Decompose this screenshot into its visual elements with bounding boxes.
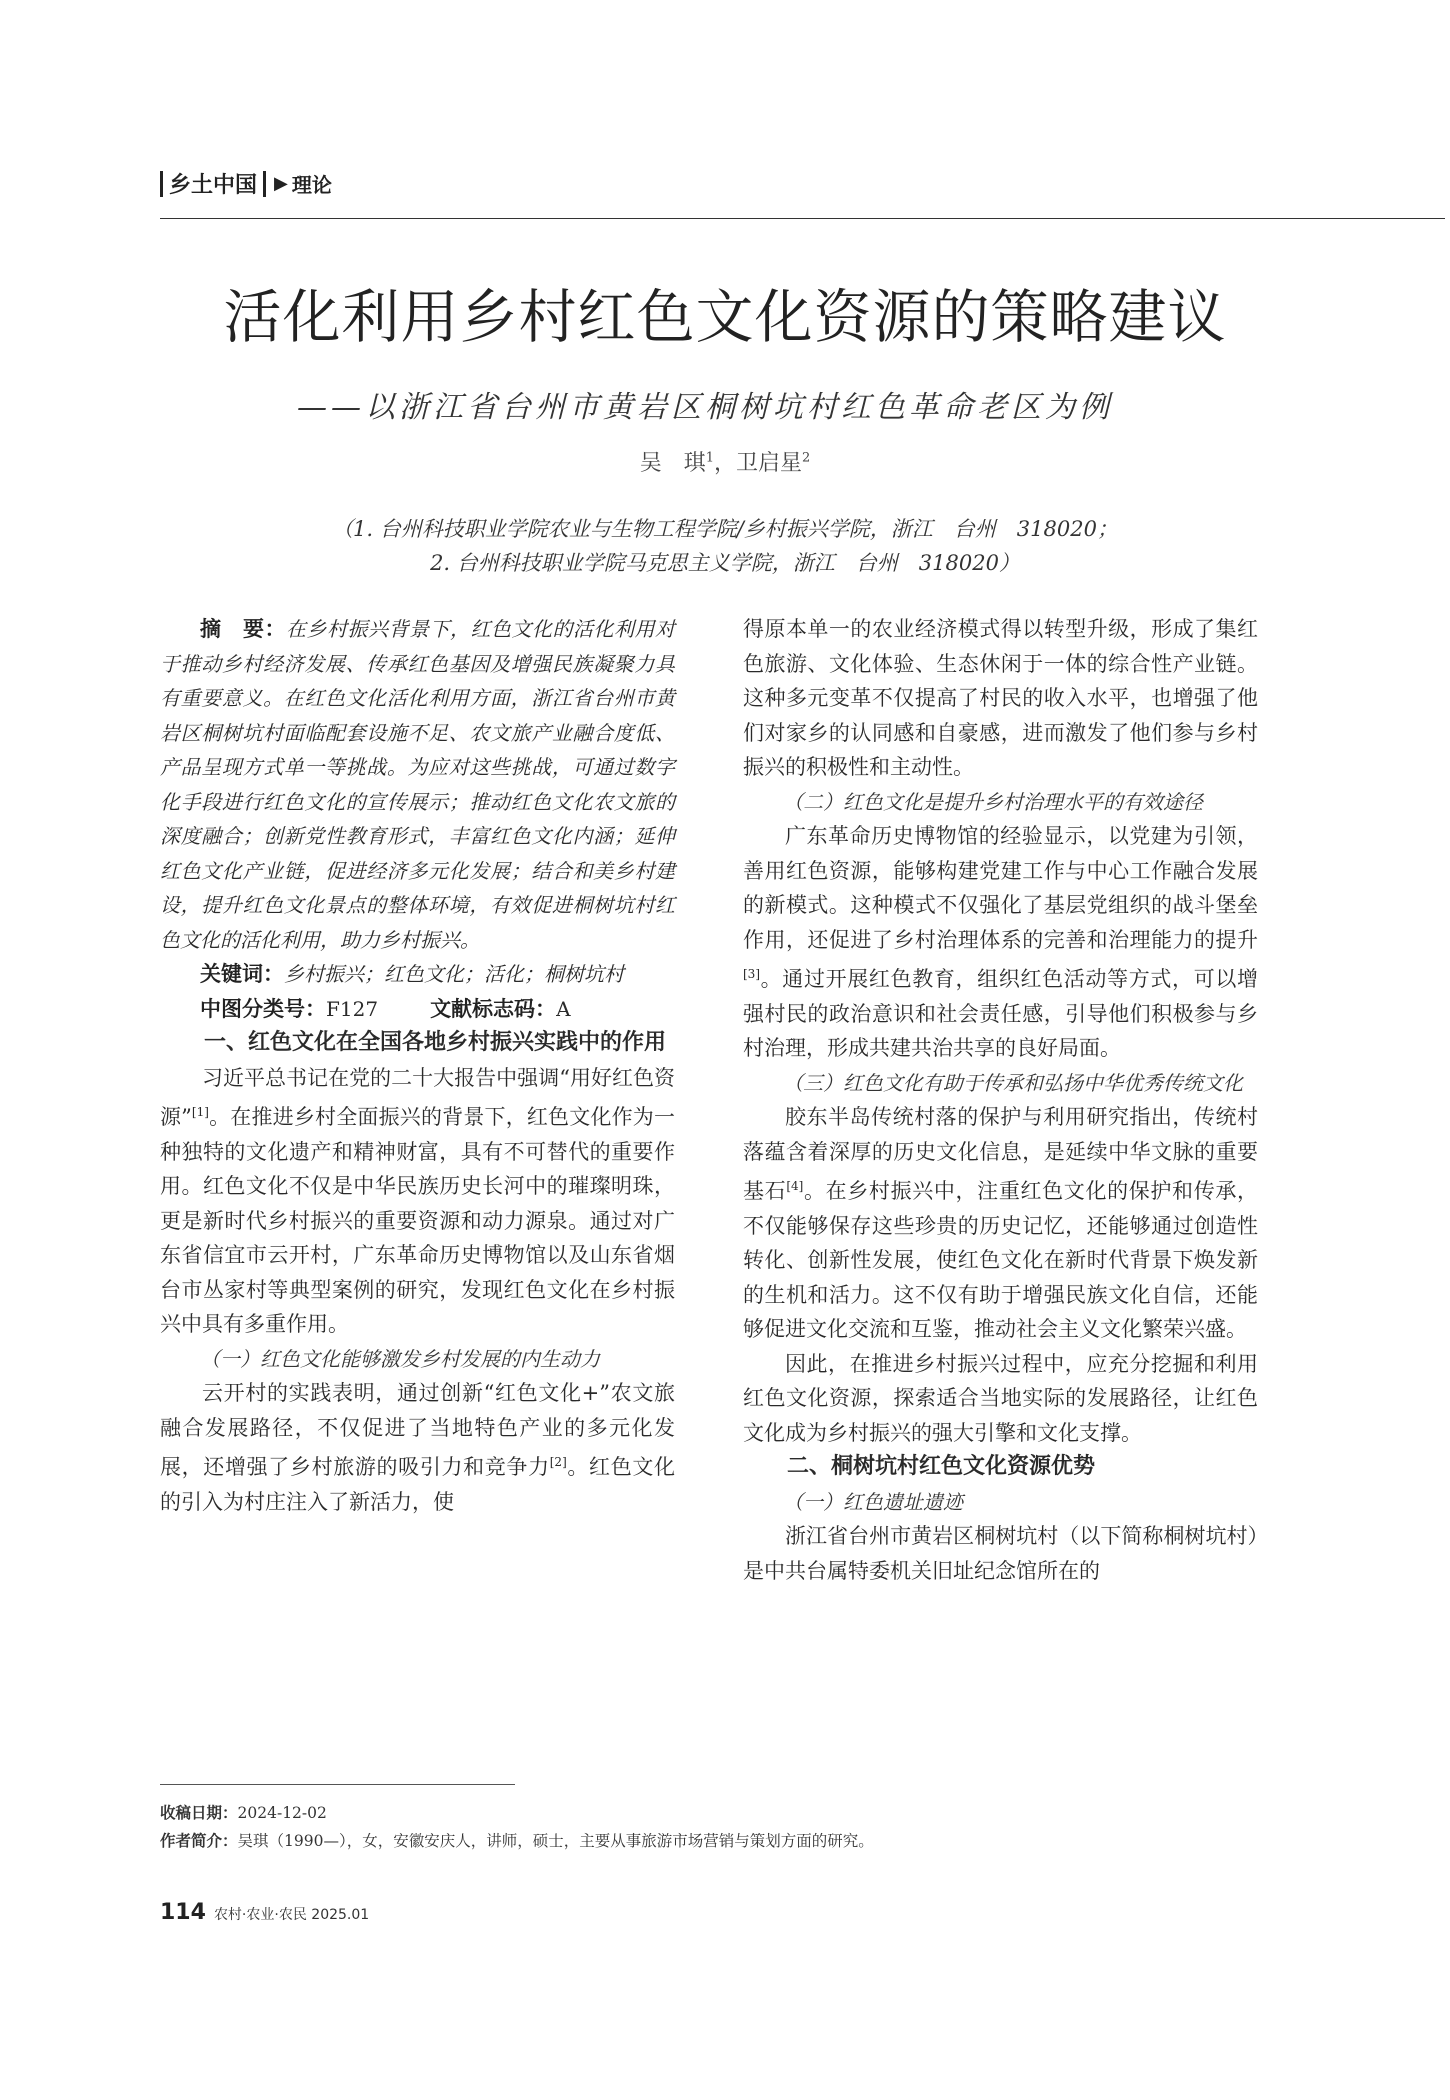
paragraph-4 <box>743 1100 1258 1347</box>
paragraph-3 <box>743 819 1258 1066</box>
journal-issue: 农村·农业·农民 2025.01 <box>213 1907 370 1923</box>
citation-2: [2] <box>549 1455 567 1469</box>
section-name: 理论 <box>291 173 332 197</box>
paragraph-2-text-a: 云开村的实践表明，通过创新“红色文化+”农文旅融合发展路径，不仅促进了当地特色产业的多元化发展，还增强了乡村旅游的吸引力和竞争力 <box>160 1381 675 1479</box>
author-line <box>0 446 1450 477</box>
abstract-text: 在乡村振兴背景下，红色文化的活化利用对于推动乡村经济发展、传承红色基因及增强民族凝聚力具有重要意义。在红色文化活化利用方面，浙江省台州市黄岩区桐树坑村面临配套设施不足、农文旅产业融合度低、产品呈现方式单一等挑战。为应对这些挑战，可通过数字化手段进行红色文化的宣传展示；推动红色文化农文旅的深度融合；创新党性教育形式，丰富红色文化内涵；延伸红色文化产业链，促进经济多元化发展；结合和美乡村建设，提升红色文化景点的整体环境，有效促进桐树坑村红色文化的活化利用，助力乡村振兴。 <box>160 617 675 952</box>
doc-code-value: A <box>556 996 571 1021</box>
paragraph-1-text-a: 习近平总书记在党的二十大报告中强调“用好红色资源” <box>160 1065 675 1129</box>
paper-title: 活化利用乡村红色文化资源的策略建议 <box>223 283 1227 351</box>
keywords <box>160 957 675 992</box>
author-1-affil: 1 <box>705 450 714 466</box>
journal-header <box>160 168 332 199</box>
subheading-2: （二）红色文化是提升乡村治理水平的有效途径 <box>783 789 1203 814</box>
received-label: 收稿日期： <box>160 1804 238 1822</box>
citation-4: [4] <box>786 1179 804 1193</box>
citation-3: [3] <box>743 967 760 981</box>
paragraph-continued: 得原本单一的农业经济模式得以转型升级，形成了集红色旅游、文化体验、生态休闲于一体的综合性产业链。这种多元变革不仅提高了村民的收入水平，也增强了他们对家乡的认同感和自豪感，进而激发了他们参与乡村振兴的积极性和主动性。 <box>743 617 1258 779</box>
affiliation-2: 2. 台州科技职业学院马克思主义学院，浙江 台州 318020） <box>430 551 1020 575</box>
received-value: 2024-12-02 <box>237 1804 327 1822</box>
paragraph-1 <box>160 1061 675 1342</box>
header-bar <box>160 171 163 197</box>
paragraph-2-text-b: 。红色文化的引入为村庄注入了新活力，使 <box>160 1455 676 1514</box>
subheading-1: （一）红色文化能够激发乡村发展的内生动力 <box>200 1346 600 1371</box>
keywords-label: 关键词： <box>200 962 284 986</box>
keywords-text: 乡村振兴；红色文化；活化；桐树坑村 <box>284 962 624 986</box>
affiliations <box>0 512 1450 580</box>
header-divider <box>263 171 266 197</box>
paragraph-4-text-a: 胶东半岛传统村落的保护与利用研究指出，传统村落蕴含着深厚的历史文化信息，是延续中华文脉的重要基石 <box>743 1105 1258 1203</box>
section-heading-1: 一、红色文化在全国各地乡村振兴实践中的作用 <box>204 1030 667 1055</box>
right-column <box>743 612 1258 1588</box>
page-footer <box>160 1900 369 1925</box>
abstract <box>160 612 675 957</box>
paragraph-3-text-b: 。通过开展红色教育，组织红色活动等方式，可以增强村民的政治意识和社会责任感，引导他们积极参与乡村治理，形成共建共治共享的良好局面。 <box>743 967 1258 1060</box>
abstract-label: 摘 要： <box>200 617 286 641</box>
author-2: 卫启星 <box>736 451 803 476</box>
classification <box>160 992 675 1027</box>
paragraph-3-text-a: 广东革命历史博物馆的经验显示，以党建为引领，善用红色资源，能够构建党建工作与中心工作融合发展的新模式。这种模式不仅强化了基层党组织的战斗堡垒作用，还促进了乡村治理体系的完善和治理能力的提升 <box>743 824 1258 952</box>
author-1: 吴 琪 <box>639 451 706 476</box>
received-date <box>160 1800 1360 1826</box>
play-arrow-icon: ▶ <box>274 173 288 194</box>
doc-code-label: 文献标志码： <box>430 996 557 1021</box>
footnote-rule <box>160 1784 515 1785</box>
clc-label: 中图分类号： <box>200 996 326 1021</box>
paragraph-1-text-b: 。在推进乡村全面振兴的背景下，红色文化作为一种独特的文化遗产和精神财富，具有不可替代的重要作用。红色文化不仅是中华民族历史长河中的璀璨明珠，更是新时代乡村振兴的重要资源和动力源泉。通过对广东省信宜市云开村，广东革命历史博物馆以及山东省烟台市丛家村等典型案例的研究，发现红色文化在乡村振兴中具有多重作用。 <box>160 1105 675 1336</box>
citation-1: [1] <box>191 1105 209 1119</box>
paper-subtitle: ——以浙江省台州市黄岩区桐树坑村红色革命老区为例 <box>297 390 1113 425</box>
paragraph-4-text-b: 。在乡村振兴中，注重红色文化的保护和传承，不仅能够保存这些珍贵的历史记忆，还能够通过创造性转化、创新性发展，使红色文化在新时代背景下焕发新的生机和活力。这不仅有助于增强民族文化自信，还能够促进文化交流和互鉴，推动社会主义文化繁荣兴盛。 <box>743 1179 1259 1341</box>
paragraph-6: 浙江省台州市黄岩区桐树坑村（以下简称桐树坑村）是中共台属特委机关旧址纪念馆所在的 <box>743 1524 1258 1583</box>
affiliation-1: （1. 台州科技职业学院农业与生物工程学院/乡村振兴学院，浙江 台州 318020； <box>332 517 1118 541</box>
author-bio-label: 作者简介： <box>160 1832 238 1850</box>
subheading-4: （一）红色遗址遗迹 <box>783 1489 963 1514</box>
page-number: 114 <box>160 1900 206 1925</box>
paragraph-5: 因此，在推进乡村振兴过程中，应充分挖掘和利用红色文化资源，探索适合当地实际的发展路径，让红色文化成为乡村振兴的强大引擎和文化支撑。 <box>743 1351 1258 1445</box>
left-column <box>160 612 675 1519</box>
author-bio-text: 吴琪（1990—），女，安徽安庆人，讲师，硕士，主要从事旅游市场营销与策划方面的研究。 <box>237 1832 874 1850</box>
column-name: 乡土中国 <box>169 173 258 198</box>
subheading-3: （三）红色文化有助于传承和弘扬中华优秀传统文化 <box>783 1070 1243 1095</box>
author-bio <box>160 1828 1360 1854</box>
clc-value: F127 <box>326 996 379 1021</box>
section-heading-2: 二、桐树坑村红色文化资源优势 <box>787 1454 1096 1479</box>
author-separator: ， <box>713 451 736 476</box>
header-rule <box>160 218 1445 219</box>
author-2-affil: 2 <box>802 450 811 466</box>
paragraph-2 <box>160 1376 675 1519</box>
